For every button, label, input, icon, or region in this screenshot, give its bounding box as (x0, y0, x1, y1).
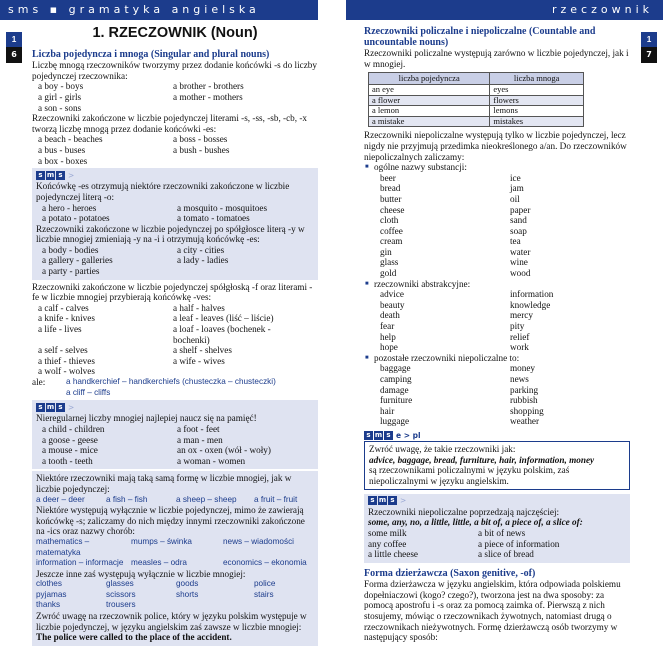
example (173, 156, 303, 167)
word: knowledge (510, 299, 551, 310)
example: scissors (106, 589, 136, 599)
word-grid (374, 363, 630, 427)
example: a hero - heroes (42, 202, 97, 213)
category-label: ogólne nazwy substancji: (374, 162, 467, 173)
example: a beach - beaches (38, 134, 103, 145)
sms-logo: s m s (36, 403, 65, 412)
example: a leaf - leaves (liść – liście) (173, 313, 274, 324)
word: mercy (510, 310, 533, 321)
word: help (380, 331, 396, 342)
word: pity (510, 321, 525, 332)
example: a foot - feet (177, 423, 220, 434)
section-heading-genitive: Forma dzierżawcza (Saxon genitive, -of) (364, 567, 536, 579)
word: sand (510, 215, 527, 226)
sms-box-epl (364, 430, 630, 490)
example: police (254, 579, 276, 589)
list-item (374, 162, 630, 279)
example: a potato - potatoes (42, 213, 110, 224)
para: są rzeczownikami policzalnymi w języku polskim, zaś niepoliczalnymi w języku angielskim. (369, 465, 570, 486)
sms-box-o-es (32, 168, 318, 280)
example: a bush - bushes (173, 144, 230, 155)
example: glasses (106, 579, 134, 589)
word: hair (380, 405, 395, 416)
table-cell: flowers (490, 95, 584, 106)
example: shorts (176, 589, 199, 599)
word: hope (380, 342, 398, 353)
para: Zwróć uwagę na rzeczownik police, który w języku polskim występuje w liczbie pojedynczej, w języku angielskim zaś zawsze w liczbie mnogiej: (36, 611, 307, 632)
example: stairs (254, 589, 274, 599)
example: information – informacje (36, 558, 124, 568)
example: a thief - thieves (38, 355, 95, 366)
word: work (510, 342, 529, 353)
word: glass (380, 257, 399, 268)
example: a tooth - teeth (42, 455, 93, 466)
example: a wife - wives (173, 355, 225, 366)
table-cell: a lemon (369, 106, 490, 117)
example: a mosquito - mosquitoes (177, 202, 268, 213)
example-sentence: The police were called to the place of the accident. (36, 632, 232, 643)
example: a knife - knives (38, 313, 95, 324)
sms-logo: s m s (368, 496, 397, 505)
para: Zwróć uwagę, że takie rzeczowniki jak: (369, 444, 516, 455)
para: Rzeczowniki zakończone w liczbie pojedynczej literami -s, -ss, -sb, -cb, -x tworzą liczbę mnogą przez dodanie końcówki -es: (32, 113, 308, 134)
word: jam (510, 183, 524, 194)
example (173, 103, 303, 114)
example (177, 266, 307, 277)
para: Niektóre występują wyłącznie w liczbie pojedynczej, mimo że zawierają końcówkę -s; zaliczamy do nich między innymi rzeczowniki zakończone na -ics oraz nazwy chorób: (36, 505, 305, 537)
table-cell: eyes (490, 84, 584, 95)
example: a life - lives (38, 324, 82, 335)
page-tab-left-top: 1 (6, 32, 22, 48)
ale-label: ale: (32, 377, 46, 387)
header-left: sms ▪ gramatyka angielska (0, 0, 318, 20)
example: a sheep – sheep (176, 494, 237, 504)
example: a fish – fish (106, 494, 148, 504)
example: measles – odra (131, 558, 187, 568)
example: economics – ekonomia (223, 558, 307, 568)
example: a boy - boys (38, 81, 84, 92)
para: some, any, no, a little, little, a bit of, a piece of, a slice of: (368, 517, 583, 528)
word: oil (510, 193, 520, 204)
para: Rzeczowniki zakończone w liczbie pojedynczej spółgłoską -f oraz literami -fe w liczbie mnogiej przybierają końcówkę -ves: (32, 281, 313, 303)
example: a man - men (177, 434, 223, 445)
example (173, 366, 303, 377)
table-header: liczba mnoga (490, 73, 584, 85)
word: butter (380, 193, 402, 204)
table-header: liczba pojedyncza (369, 73, 490, 85)
example: a son - sons (38, 102, 82, 113)
epl-frame (364, 441, 630, 489)
example: a bit of news (478, 527, 526, 538)
para: Rzeczowniki niepoliczalne występują tylko w liczbie pojedynczej, lecz nigdy nie przyjmują przedimka nieokreślonego a/an. Do rzeczowników niepoliczalnych zaliczamy: (364, 130, 627, 162)
example: a bus - buses (38, 144, 86, 155)
example (254, 600, 322, 611)
example: an ox - oxen (wół - woły) (177, 445, 271, 456)
word: cloth (380, 215, 399, 226)
example: a slice of bread (478, 549, 534, 560)
example: any coffee (368, 538, 407, 549)
example: goods (176, 579, 199, 589)
page-title: 1. RZECZOWNIK (Noun) (92, 25, 258, 41)
example-grid (32, 134, 318, 166)
sms-logo: s m s (364, 431, 393, 440)
example: a half - halves (173, 302, 225, 313)
para: Forma dzierżawcza w języku angielskim, która odpowiada polskiemu dopełniaczowi (kogo? czego?), tworzona jest na dwa sposoby: za pomocą apostrofu i -s oraz za pomocą zaimka of. Pierwszą z nich stosujemy, mówiąc o rzeczownikach żywotnych, natomiast drugą o rzeczownikach nieżywotnych. Formę dzierżawczą osób tworzymy w następujący sposób: (364, 579, 621, 643)
list-item (374, 279, 630, 353)
word: luggage (380, 416, 410, 427)
example: a brother - brothers (173, 81, 244, 92)
left-column (32, 20, 318, 648)
example: a box - boxes (38, 155, 88, 166)
category-label: rzeczowniki abstrakcyjne: (374, 278, 471, 289)
example (176, 600, 254, 611)
word: paper (510, 204, 531, 215)
sms-tag: e > pl (396, 430, 421, 440)
word: weather (510, 416, 540, 427)
example: clothes (36, 579, 62, 589)
word: information (510, 289, 554, 300)
para: Końcówkę -es otrzymują niektóre rzeczowniki zakończone w liczbie pojedynczej literą -o: (36, 181, 290, 202)
example-grid (36, 424, 314, 466)
example: a tomato - tomatoes (177, 213, 250, 224)
example-grid (36, 579, 314, 611)
example: a calf - calves (38, 302, 89, 313)
word: money (510, 363, 536, 374)
para: Nieregularnej liczby mnogiej najlepiej naucz się na pamięć! (36, 413, 257, 424)
example: a mouse - mice (42, 445, 98, 456)
example: a deer – deer (36, 494, 85, 504)
word: wine (510, 257, 528, 268)
category-label: pozostałe rzeczowniki niepoliczalne to: (374, 352, 520, 363)
word: parking (510, 384, 539, 395)
example: trousers (106, 600, 136, 610)
word: tea (510, 236, 521, 247)
example: a shelf - shelves (173, 345, 232, 356)
example: a lady - ladies (177, 255, 229, 266)
example-grid (36, 245, 314, 277)
word: wood (510, 268, 531, 279)
word: soap (510, 225, 527, 236)
para: Jeszcze inne zaś występują wyłącznie w liczbie mnogiej: (36, 568, 246, 579)
word: rubbish (510, 395, 538, 406)
word: cheese (380, 204, 405, 215)
example-grid (368, 528, 626, 560)
example: a self - selves (38, 345, 88, 356)
page-number-right: 7 (641, 47, 657, 63)
word: damage (380, 384, 409, 395)
example: a goose - geese (42, 434, 98, 445)
word: gold (380, 268, 397, 279)
word: bread (380, 183, 401, 194)
word-grid (374, 173, 630, 279)
example: a party - parties (42, 266, 100, 277)
example-grid (32, 81, 318, 113)
word: advice (380, 289, 404, 300)
countable-table (368, 72, 584, 127)
ale-row (32, 377, 318, 398)
example: mathematics – matematyka (36, 536, 90, 557)
example: news – wiadomości (223, 536, 294, 546)
example: pyjamas (36, 589, 67, 599)
para: Rzeczowniki niepoliczalne poprzedzają najczęściej: (368, 506, 560, 517)
example-grid (36, 495, 314, 506)
header-right: rzeczownik (346, 0, 663, 20)
word: cream (380, 236, 403, 247)
right-column (364, 27, 630, 643)
word: camping (380, 374, 412, 384)
word: furniture (380, 395, 413, 406)
sms-box-irregular (32, 400, 318, 469)
para: advice, baggage, bread, furniture, hair, information, money (369, 454, 595, 465)
table-cell: lemons (490, 106, 584, 117)
sms-arrow: > (400, 496, 407, 506)
word: ice (510, 172, 521, 183)
example-grid (36, 537, 314, 569)
example: mumps – świnka (131, 536, 192, 546)
example: thanks (36, 600, 61, 610)
word: death (380, 310, 400, 321)
word: coffee (380, 225, 403, 236)
example: a piece of information (478, 538, 560, 549)
example: some milk (368, 527, 407, 538)
example: a boss - bosses (173, 134, 228, 145)
para: Rzeczowniki policzalne występują zarówno w liczbie pojedynczej, jak i w mnogiej. (364, 48, 629, 69)
para: Rzeczowniki zakończone w liczbie pojedynczej po spółgłosce literą -y w liczbie mnogiej zmieniają -y na -i i otrzymują końcówkę -es: (36, 223, 305, 245)
sms-logo: s m s (36, 171, 65, 180)
ale-example: a cliff – cliffs (66, 387, 111, 397)
table-cell: an eye (369, 84, 490, 95)
table-cell: mistakes (490, 116, 584, 127)
uncountable-list (364, 162, 630, 427)
word: beer (380, 172, 396, 183)
example: a loaf - loaves (bochenek - bochenki) (173, 324, 271, 345)
word: water (510, 246, 531, 257)
section-heading-countable: Rzeczowniki policzalne i niepoliczalne (Countable and uncountable nouns) (364, 26, 596, 48)
word: relief (510, 331, 530, 342)
example-grid (32, 303, 318, 377)
table-cell: a flower (369, 95, 490, 106)
example: a mother - mothers (173, 91, 243, 102)
word: baggage (380, 363, 411, 374)
sms-box-quantifiers (364, 494, 630, 563)
example: a little cheese (368, 549, 418, 560)
sms-arrow: > (68, 170, 75, 180)
word: fear (380, 321, 395, 332)
example: a body - bodies (42, 244, 99, 255)
example: a girl - girls (38, 91, 82, 102)
para: Liczbę mnogą rzeczowników tworzymy przez dodanie końcówki -s do liczby pojedynczej rzeczownika: (32, 60, 317, 81)
table-cell: a mistake (369, 116, 490, 127)
page-tab-right-top: 1 (641, 32, 657, 48)
example: a city - cities (177, 244, 225, 255)
page-number-left: 6 (6, 47, 22, 63)
word: gin (380, 246, 392, 257)
list-item (374, 353, 630, 427)
para: Niektóre rzeczowniki mają taką samą formę w liczbie mnogiej, jak w liczbie pojedynczej: (36, 473, 292, 494)
example: a woman - women (177, 455, 246, 466)
example: a wolf - wolves (38, 366, 95, 377)
example: a child - children (42, 423, 105, 434)
word: news (510, 374, 529, 384)
section-heading-plural: Liczba pojedyncza i mnoga (Singular and plural nouns) (32, 48, 270, 60)
word: beauty (380, 299, 405, 310)
word-grid (374, 289, 630, 353)
example: a fruit – fruit (254, 494, 298, 504)
example-grid (36, 203, 314, 224)
ale-example: a handkerchief – handkerchiefs (chusteczka – chusteczki) (66, 377, 276, 386)
word: shopping (510, 405, 544, 416)
sms-arrow: > (68, 402, 75, 412)
example: a gallery - galleries (42, 255, 113, 266)
